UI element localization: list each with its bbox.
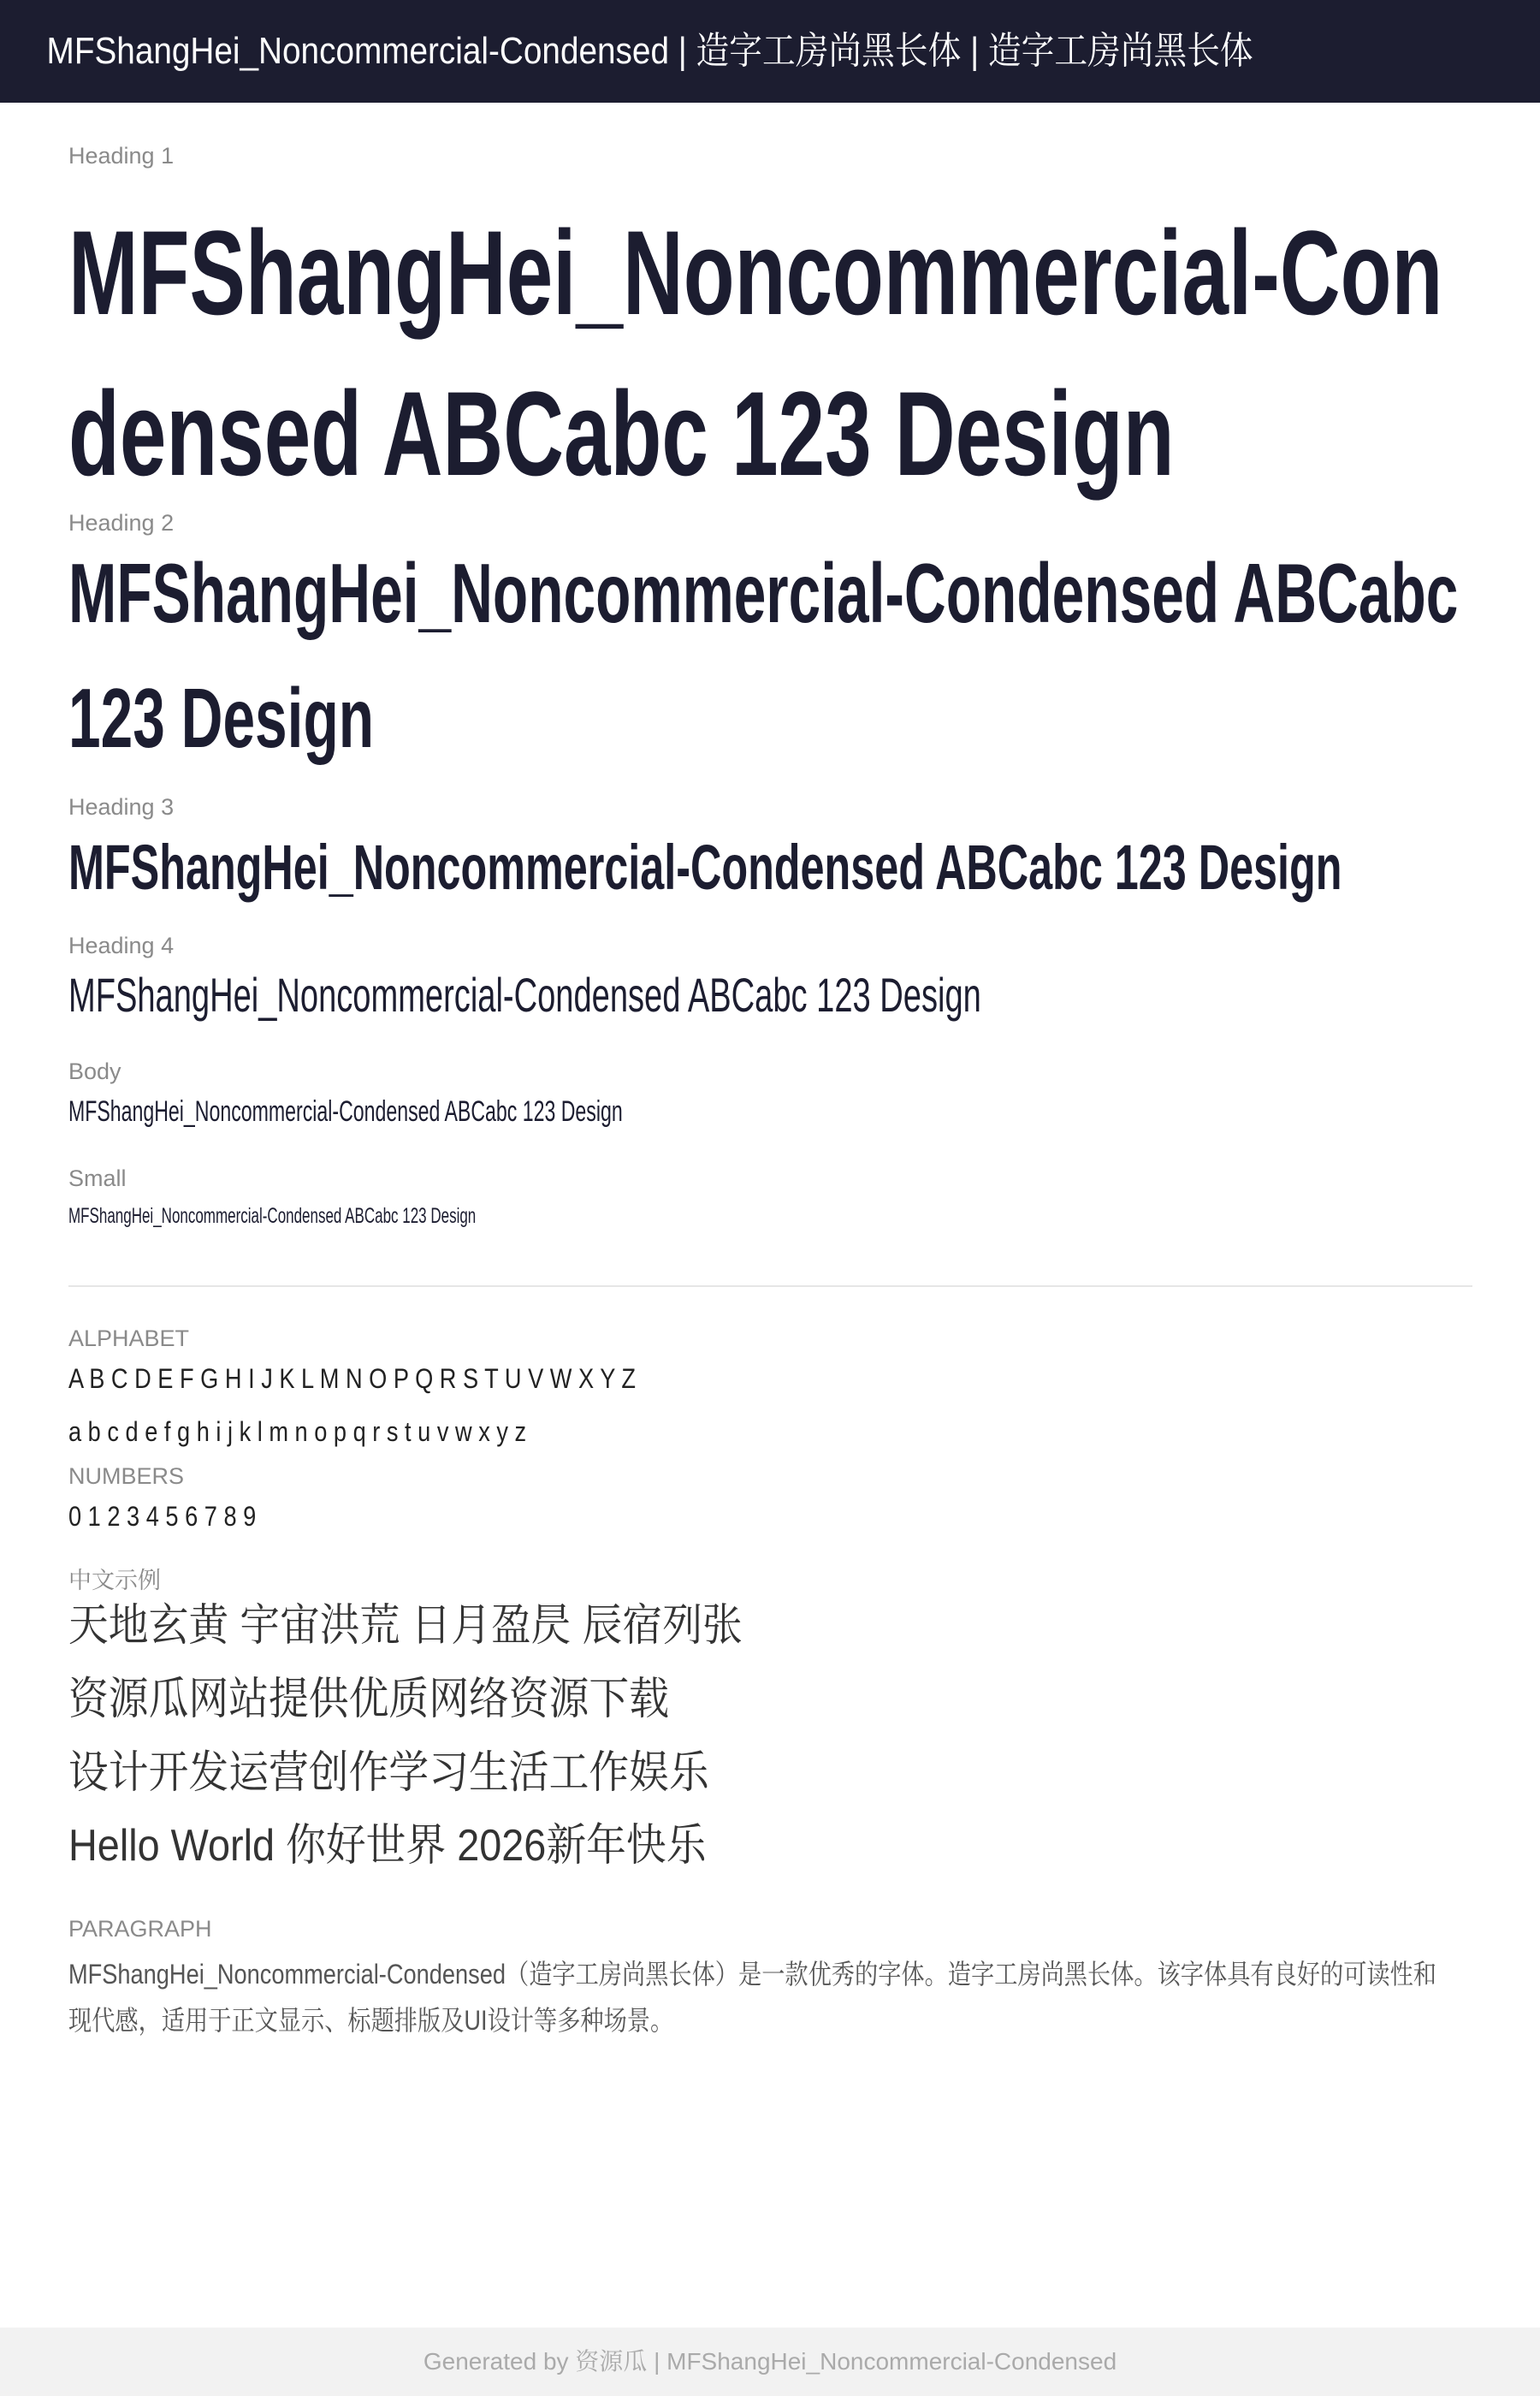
footer-text: Generated by 资源瓜 | MFShangHei_Noncommercial-Condensed (423, 2348, 1117, 2375)
chinese-line: 资源瓜网站提供优质网络资源下载 (68, 1675, 670, 1724)
numbers-label: NUMBERS (68, 1463, 185, 1489)
heading2-label: Heading 2 (68, 510, 175, 536)
small-label: Small (68, 1165, 127, 1191)
alphabet-uppercase: A B C D E F G H I J K L M N O P Q R S T U V W X Y Z (68, 1363, 637, 1394)
divider (68, 1285, 1472, 1287)
body-sample: MFShangHei_Noncommercial-Condensed ABCabc 123 Design (68, 1095, 623, 1128)
header-title: MFShangHei_Noncommercial-Condensed | 造字工房尚黑长体 | 造字工房尚黑长体 (46, 30, 1253, 72)
numbers-digits: 0 1 2 3 4 5 6 7 8 9 (68, 1501, 257, 1532)
heading4-label: Heading 4 (68, 933, 175, 958)
heading1-sample: MFShangHei_Noncommercial-Condensed ABCabc 123 Design (68, 205, 1443, 501)
alphabet-label: ALPHABET (68, 1326, 190, 1351)
paragraph-label: PARAGRAPH (68, 1916, 212, 1942)
chinese-label: 中文示例 (68, 1568, 161, 1593)
heading3-label: Heading 3 (68, 794, 175, 820)
footer (0, 2328, 1540, 2396)
heading3-sample: MFShangHei_Noncommercial-Condensed ABCabc 123 Design (68, 832, 1342, 903)
chinese-line: 设计开发运营创作学习生活工作娱乐 (68, 1748, 709, 1798)
header-bar (0, 0, 1540, 103)
chinese-line: Hello World 你好世界 2026新年快乐 (68, 1821, 707, 1871)
chinese-line: 天地玄黄 宇宙洪荒 日月盈昃 辰宿列张 (68, 1601, 743, 1651)
heading4-sample: MFShangHei_Noncommercial-Condensed ABCabc 123 Design (68, 968, 981, 1022)
body-label: Body (68, 1059, 121, 1084)
small-sample: MFShangHei_Noncommercial-Condensed ABCabc 123 Design (68, 1204, 477, 1228)
heading1-label: Heading 1 (68, 143, 175, 169)
alphabet-lowercase: a b c d e f g h i j k l m n o p q r s t u v w x y z (68, 1416, 527, 1447)
paragraph-text: MFShangHei_Noncommercial-Condensed（造字工房尚黑长体）是一款优秀的字体。造字工房尚黑长体。该字体具有良好的可读性和现代感，适用于正文显示、标题排版及UI设计等多种场景。 (68, 1959, 1437, 2036)
heading2-sample: MFShangHei_Noncommercial-Condensed ABCabc 123 Design (68, 546, 1459, 765)
